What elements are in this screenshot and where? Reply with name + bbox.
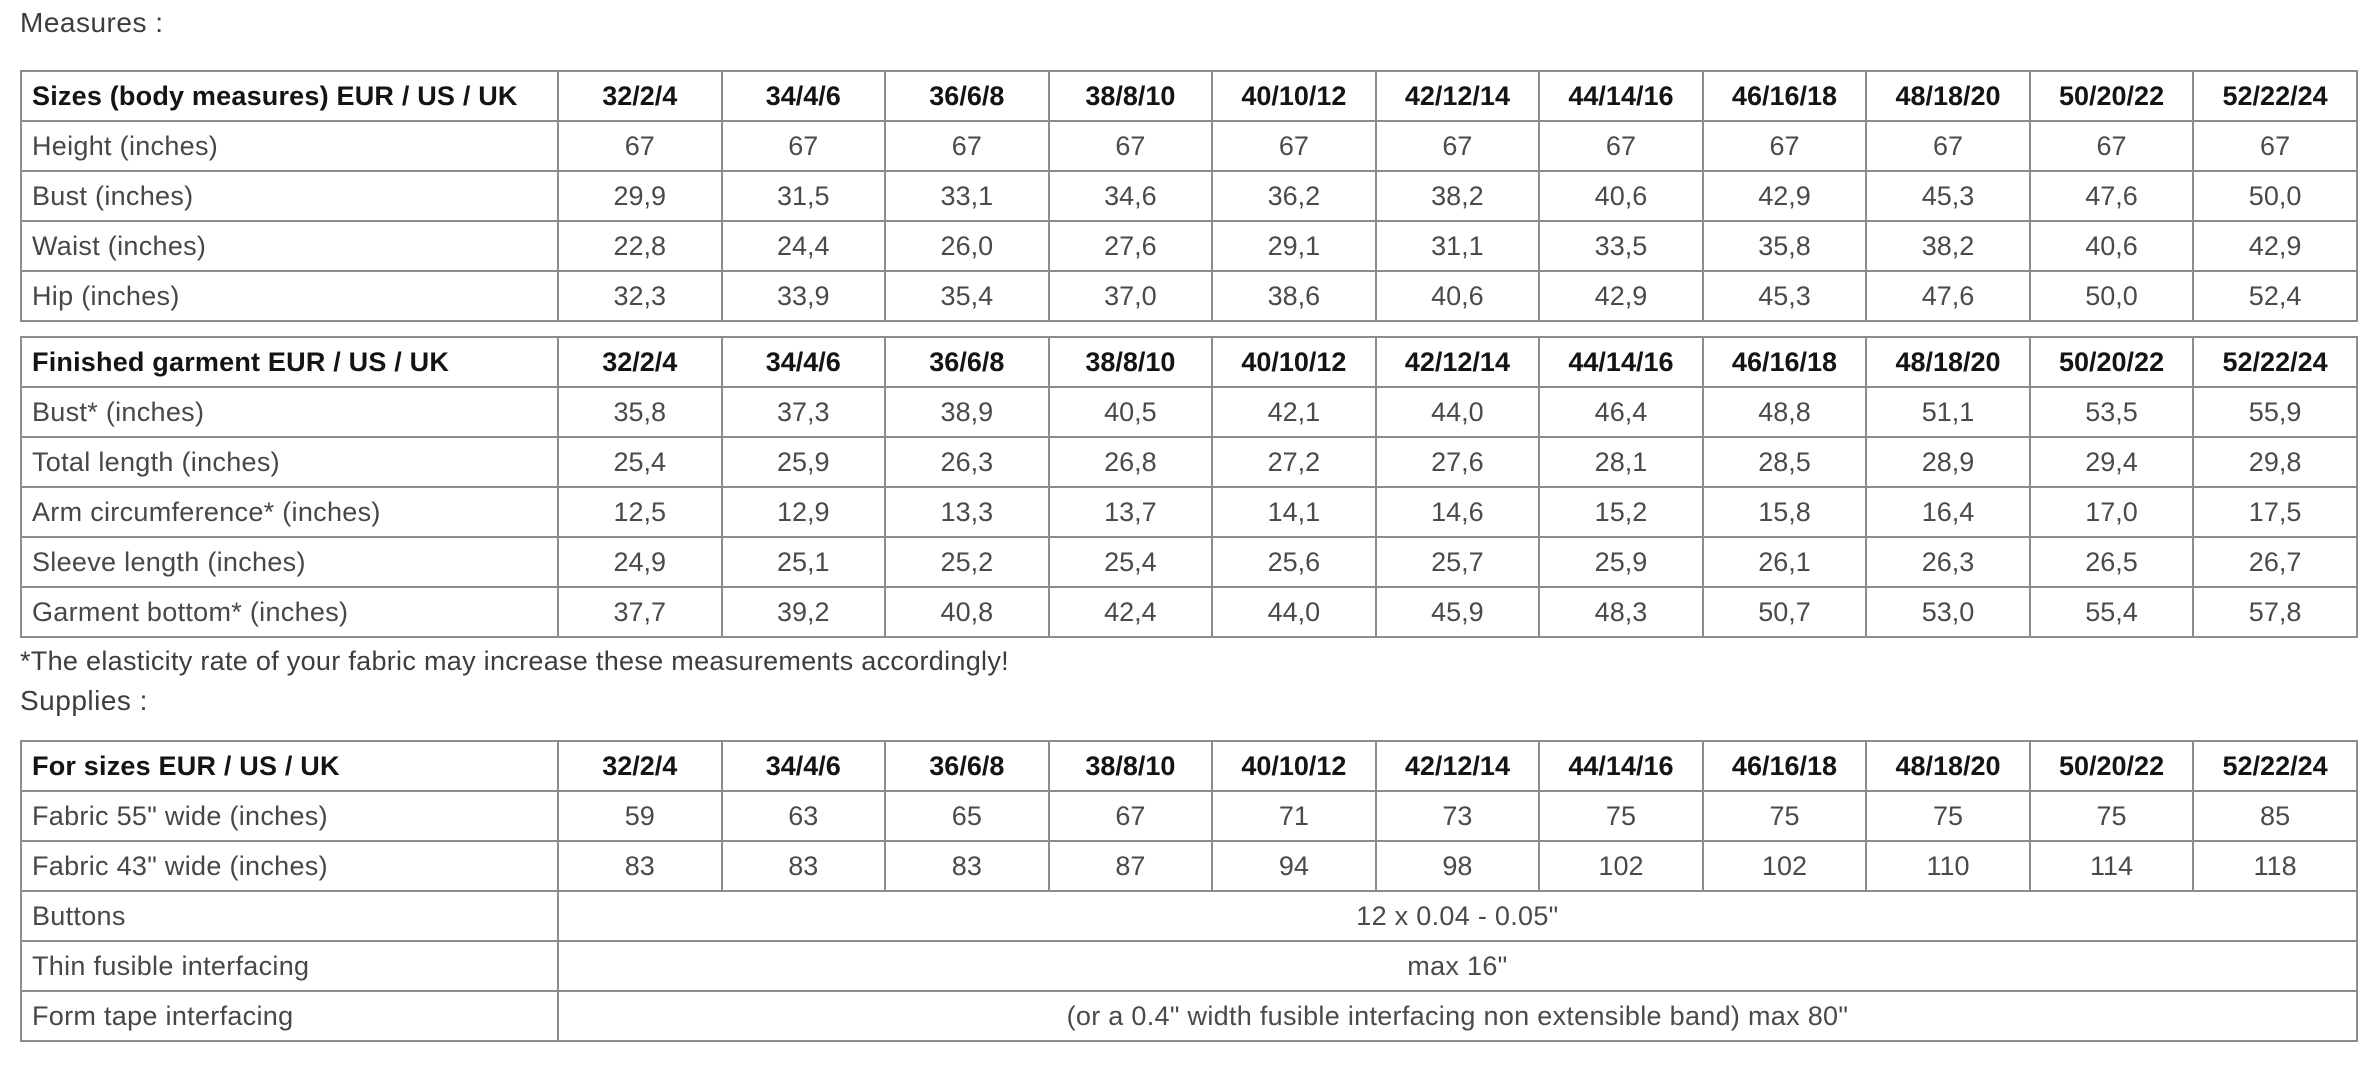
finished-garment-header-label: Finished garment EUR / US / UK	[21, 337, 558, 387]
size-column-header-1: 34/4/6	[722, 741, 886, 791]
value-cell: 15,2	[1539, 487, 1703, 537]
value-cell: 67	[2030, 121, 2194, 171]
value-cell: 83	[722, 841, 886, 891]
row-label: Bust* (inches)	[21, 387, 558, 437]
size-column-header-2: 36/6/8	[885, 741, 1049, 791]
value-cell: 33,9	[722, 271, 886, 321]
size-column-header-0: 32/2/4	[558, 337, 722, 387]
value-cell: 50,7	[1703, 587, 1867, 637]
value-cell: 55,4	[2030, 587, 2194, 637]
value-cell: 32,3	[558, 271, 722, 321]
value-cell: 13,7	[1049, 487, 1213, 537]
value-cell: 17,0	[2030, 487, 2194, 537]
value-cell: 27,6	[1376, 437, 1540, 487]
value-cell: 38,9	[885, 387, 1049, 437]
measure-tables-container	[20, 70, 2356, 638]
value-cell: 12,5	[558, 487, 722, 537]
value-cell: 38,6	[1212, 271, 1376, 321]
value-cell: 26,3	[1866, 537, 2030, 587]
value-cell: 27,6	[1049, 221, 1213, 271]
value-cell: 65	[885, 791, 1049, 841]
size-column-header-5: 42/12/14	[1376, 741, 1540, 791]
size-column-header-6: 44/14/16	[1539, 337, 1703, 387]
value-cell: 75	[1703, 791, 1867, 841]
value-cell: 26,5	[2030, 537, 2194, 587]
table-row	[21, 791, 2357, 841]
value-cell: 25,9	[1539, 537, 1703, 587]
value-cell: 67	[1703, 121, 1867, 171]
supplies-header-row	[21, 741, 2357, 791]
value-cell: 53,0	[1866, 587, 2030, 637]
supplies-table-container	[20, 740, 2356, 1042]
value-cell: 31,5	[722, 171, 886, 221]
table-row	[21, 271, 2357, 321]
table-row	[21, 537, 2357, 587]
merged-value-cell: 12 x 0.04 - 0.05"	[558, 891, 2357, 941]
value-cell: 25,4	[558, 437, 722, 487]
row-label: Fabric 55" wide (inches)	[21, 791, 558, 841]
table-row	[21, 841, 2357, 891]
row-label: Garment bottom* (inches)	[21, 587, 558, 637]
size-column-header-3: 38/8/10	[1049, 71, 1213, 121]
value-cell: 42,4	[1049, 587, 1213, 637]
value-cell: 26,3	[885, 437, 1049, 487]
value-cell: 24,4	[722, 221, 886, 271]
value-cell: 67	[1212, 121, 1376, 171]
value-cell: 40,6	[2030, 221, 2194, 271]
value-cell: 40,6	[1376, 271, 1540, 321]
value-cell: 14,1	[1212, 487, 1376, 537]
value-cell: 29,9	[558, 171, 722, 221]
size-column-header-9: 50/20/22	[2030, 337, 2194, 387]
value-cell: 42,9	[1703, 171, 1867, 221]
value-cell: 45,9	[1376, 587, 1540, 637]
value-cell: 73	[1376, 791, 1540, 841]
row-label: Thin fusible interfacing	[21, 941, 558, 991]
table-row	[21, 891, 2357, 941]
value-cell: 50,0	[2030, 271, 2194, 321]
table-row	[21, 221, 2357, 271]
value-cell: 25,4	[1049, 537, 1213, 587]
value-cell: 67	[1539, 121, 1703, 171]
merged-value-cell: max 16"	[558, 941, 2357, 991]
size-column-header-8: 48/18/20	[1866, 741, 2030, 791]
body-measures-table	[20, 70, 2358, 322]
value-cell: 67	[558, 121, 722, 171]
body-measures-header-label: Sizes (body measures) EUR / US / UK	[21, 71, 558, 121]
table-row	[21, 941, 2357, 991]
merged-value-cell: (or a 0.4" width fusible interfacing non extensible band) max 80"	[558, 991, 2357, 1041]
table-row	[21, 487, 2357, 537]
size-column-header-9: 50/20/22	[2030, 741, 2194, 791]
value-cell: 45,3	[1866, 171, 2030, 221]
value-cell: 39,2	[722, 587, 886, 637]
value-cell: 94	[1212, 841, 1376, 891]
row-label: Arm circumference* (inches)	[21, 487, 558, 537]
value-cell: 37,7	[558, 587, 722, 637]
value-cell: 102	[1703, 841, 1867, 891]
finished-garment-header-row	[21, 337, 2357, 387]
value-cell: 118	[2193, 841, 2357, 891]
value-cell: 83	[558, 841, 722, 891]
value-cell: 71	[1212, 791, 1376, 841]
value-cell: 26,7	[2193, 537, 2357, 587]
value-cell: 31,1	[1376, 221, 1540, 271]
finished-garment-table	[20, 336, 2358, 638]
value-cell: 47,6	[2030, 171, 2194, 221]
value-cell: 51,1	[1866, 387, 2030, 437]
value-cell: 47,6	[1866, 271, 2030, 321]
size-column-header-7: 46/16/18	[1703, 337, 1867, 387]
value-cell: 22,8	[558, 221, 722, 271]
value-cell: 33,5	[1539, 221, 1703, 271]
value-cell: 67	[1376, 121, 1540, 171]
value-cell: 42,1	[1212, 387, 1376, 437]
size-column-header-2: 36/6/8	[885, 71, 1049, 121]
value-cell: 40,8	[885, 587, 1049, 637]
size-column-header-4: 40/10/12	[1212, 741, 1376, 791]
size-column-header-0: 32/2/4	[558, 71, 722, 121]
value-cell: 52,4	[2193, 271, 2357, 321]
size-column-header-0: 32/2/4	[558, 741, 722, 791]
value-cell: 25,7	[1376, 537, 1540, 587]
value-cell: 28,1	[1539, 437, 1703, 487]
size-column-header-5: 42/12/14	[1376, 71, 1540, 121]
supplies-header-label: For sizes EUR / US / UK	[21, 741, 558, 791]
table-row	[21, 587, 2357, 637]
value-cell: 34,6	[1049, 171, 1213, 221]
value-cell: 36,2	[1212, 171, 1376, 221]
value-cell: 25,6	[1212, 537, 1376, 587]
table-row	[21, 387, 2357, 437]
value-cell: 46,4	[1539, 387, 1703, 437]
value-cell: 35,8	[1703, 221, 1867, 271]
size-column-header-8: 48/18/20	[1866, 71, 2030, 121]
value-cell: 25,9	[722, 437, 886, 487]
value-cell: 26,1	[1703, 537, 1867, 587]
value-cell: 50,0	[2193, 171, 2357, 221]
size-column-header-1: 34/4/6	[722, 71, 886, 121]
value-cell: 14,6	[1376, 487, 1540, 537]
value-cell: 29,1	[1212, 221, 1376, 271]
value-cell: 45,3	[1703, 271, 1867, 321]
value-cell: 17,5	[2193, 487, 2357, 537]
value-cell: 40,6	[1539, 171, 1703, 221]
value-cell: 40,5	[1049, 387, 1213, 437]
size-column-header-8: 48/18/20	[1866, 337, 2030, 387]
value-cell: 114	[2030, 841, 2194, 891]
value-cell: 37,3	[722, 387, 886, 437]
value-cell: 25,2	[885, 537, 1049, 587]
value-cell: 67	[1049, 121, 1213, 171]
value-cell: 29,8	[2193, 437, 2357, 487]
size-column-header-7: 46/16/18	[1703, 741, 1867, 791]
row-label: Waist (inches)	[21, 221, 558, 271]
value-cell: 38,2	[1376, 171, 1540, 221]
size-column-header-9: 50/20/22	[2030, 71, 2194, 121]
value-cell: 57,8	[2193, 587, 2357, 637]
value-cell: 26,8	[1049, 437, 1213, 487]
table-row	[21, 437, 2357, 487]
row-label: Form tape interfacing	[21, 991, 558, 1041]
value-cell: 98	[1376, 841, 1540, 891]
size-column-header-7: 46/16/18	[1703, 71, 1867, 121]
value-cell: 87	[1049, 841, 1213, 891]
value-cell: 38,2	[1866, 221, 2030, 271]
value-cell: 12,9	[722, 487, 886, 537]
value-cell: 67	[1866, 121, 2030, 171]
value-cell: 75	[1866, 791, 2030, 841]
value-cell: 37,0	[1049, 271, 1213, 321]
size-column-header-1: 34/4/6	[722, 337, 886, 387]
value-cell: 110	[1866, 841, 2030, 891]
value-cell: 75	[2030, 791, 2194, 841]
value-cell: 63	[722, 791, 886, 841]
size-column-header-6: 44/14/16	[1539, 71, 1703, 121]
value-cell: 13,3	[885, 487, 1049, 537]
value-cell: 48,3	[1539, 587, 1703, 637]
value-cell: 35,8	[558, 387, 722, 437]
row-label: Fabric 43" wide (inches)	[21, 841, 558, 891]
value-cell: 48,8	[1703, 387, 1867, 437]
size-column-header-6: 44/14/16	[1539, 741, 1703, 791]
value-cell: 42,9	[1539, 271, 1703, 321]
size-column-header-3: 38/8/10	[1049, 337, 1213, 387]
size-column-header-4: 40/10/12	[1212, 337, 1376, 387]
size-column-header-5: 42/12/14	[1376, 337, 1540, 387]
size-column-header-3: 38/8/10	[1049, 741, 1213, 791]
row-label: Sleeve length (inches)	[21, 537, 558, 587]
body-measures-header-row	[21, 71, 2357, 121]
row-label: Buttons	[21, 891, 558, 941]
size-column-header-10: 52/22/24	[2193, 337, 2357, 387]
value-cell: 26,0	[885, 221, 1049, 271]
value-cell: 67	[885, 121, 1049, 171]
row-label: Height (inches)	[21, 121, 558, 171]
row-label: Bust (inches)	[21, 171, 558, 221]
row-label: Hip (inches)	[21, 271, 558, 321]
value-cell: 59	[558, 791, 722, 841]
elasticity-footnote: *The elasticity rate of your fabric may increase these measurements accordingly!	[20, 646, 1009, 676]
size-column-header-2: 36/6/8	[885, 337, 1049, 387]
value-cell: 42,9	[2193, 221, 2357, 271]
value-cell: 33,1	[885, 171, 1049, 221]
value-cell: 25,1	[722, 537, 886, 587]
supplies-section-label: Supplies :	[20, 685, 148, 716]
value-cell: 55,9	[2193, 387, 2357, 437]
value-cell: 83	[885, 841, 1049, 891]
value-cell: 35,4	[885, 271, 1049, 321]
table-row	[21, 121, 2357, 171]
value-cell: 75	[1539, 791, 1703, 841]
value-cell: 44,0	[1212, 587, 1376, 637]
value-cell: 28,5	[1703, 437, 1867, 487]
value-cell: 27,2	[1212, 437, 1376, 487]
supplies-table	[20, 740, 2358, 1042]
value-cell: 15,8	[1703, 487, 1867, 537]
size-column-header-10: 52/22/24	[2193, 741, 2357, 791]
table-row	[21, 171, 2357, 221]
value-cell: 24,9	[558, 537, 722, 587]
measures-section-label: Measures :	[20, 7, 164, 38]
value-cell: 44,0	[1376, 387, 1540, 437]
size-column-header-4: 40/10/12	[1212, 71, 1376, 121]
value-cell: 28,9	[1866, 437, 2030, 487]
value-cell: 67	[1049, 791, 1213, 841]
value-cell: 53,5	[2030, 387, 2194, 437]
row-label: Total length (inches)	[21, 437, 558, 487]
table-row	[21, 991, 2357, 1041]
value-cell: 102	[1539, 841, 1703, 891]
size-column-header-10: 52/22/24	[2193, 71, 2357, 121]
value-cell: 85	[2193, 791, 2357, 841]
value-cell: 16,4	[1866, 487, 2030, 537]
value-cell: 29,4	[2030, 437, 2194, 487]
value-cell: 67	[722, 121, 886, 171]
value-cell: 67	[2193, 121, 2357, 171]
